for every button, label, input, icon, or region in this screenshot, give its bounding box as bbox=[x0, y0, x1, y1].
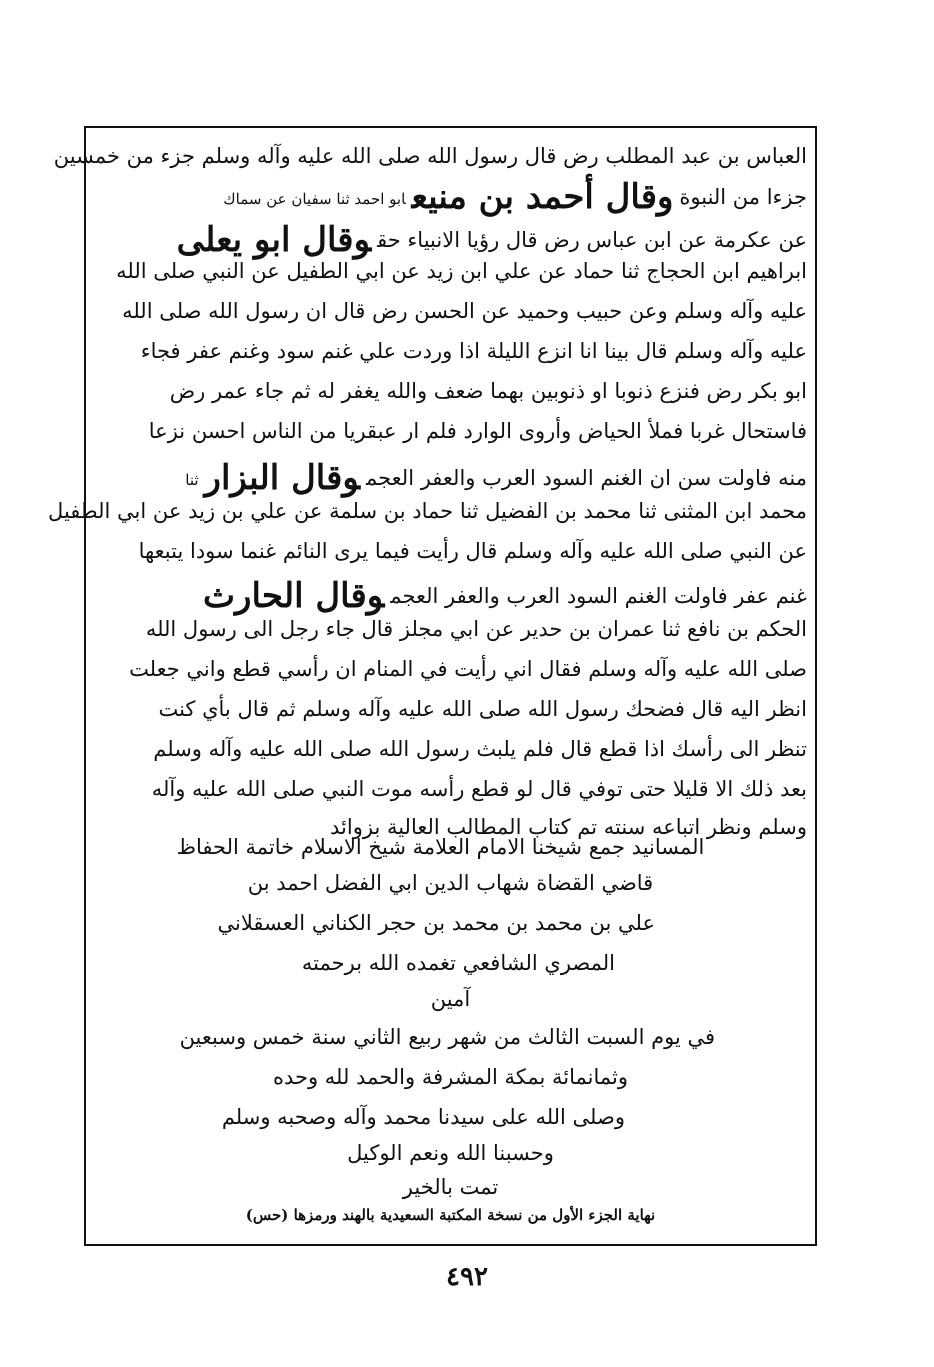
line-text: منه فاولت سن ان الغنم السود العرب والعفر العجم bbox=[365, 466, 807, 490]
text-line: العباس بن عبد المطلب رض قال رسول الله صلى الله عليه وآله وسلم جزء من خمسين bbox=[53, 144, 807, 168]
text-line bbox=[98, 177, 807, 217]
text-line: في يوم السبت الثالث من شهر ربيع الثاني سنة خمس وسبعين bbox=[179, 1025, 715, 1049]
text-line: وثمانمائة بمكة المشرفة والحمد لله وحده bbox=[272, 1065, 629, 1089]
text-line: تنظر الى رأسك اذا قطع قال فلم يلبث رسول الله صلى الله عليه وآله وسلم bbox=[153, 737, 807, 761]
text-line: المصري الشافعي تغمده الله برحمته bbox=[301, 951, 615, 975]
heading-highlight: وقال الحارث bbox=[203, 576, 385, 616]
line-text: ابو احمد ثنا سفيان عن سماك bbox=[223, 190, 406, 208]
text-line: ابو بكر رض فنزع ذنوبا او ذنوبين بهما ضعف والله يغفر له ثم جاء عمر رض bbox=[169, 379, 807, 403]
text-line: وسلم ونظر اتباعه سنته تم كتاب المطالب العالية بزوائد bbox=[330, 815, 807, 839]
text-line: فاستحال غربا فملأ الحياض وأروى الوارد فلم ار عبقريا من الناس احسن نزعا bbox=[148, 419, 807, 443]
text-line: الحكم بن نافع ثنا عمران بن حدير عن ابي مجلز قال جاء رجل الى رسول الله bbox=[145, 617, 807, 641]
text-line: المسانيد جمع شيخنا الامام العلامة شيخ الاسلام خاتمة الحفاظ bbox=[176, 835, 705, 859]
text-line: تمت بالخير bbox=[402, 1175, 499, 1199]
text-line: انظر اليه قال فضحك رسول الله صلى الله عليه وآله وسلم ثم قال بأي كنت bbox=[158, 697, 807, 721]
text-line: عليه وآله وسلم وعن حبيب وحميد عن الحسن رض قال ان رسول الله صلى الله bbox=[122, 299, 807, 323]
heading-highlight: وقال ابو يعلى bbox=[176, 220, 372, 260]
text-line: عن النبي صلى الله عليه وآله وسلم قال رأيت فيما يرى النائم غنما سودا يتبعها bbox=[138, 539, 807, 563]
text-line: محمد ابن المثنى ثنا محمد بن الفضيل ثنا حماد بن سلمة عن علي بن زيد عن ابي الطفيل bbox=[48, 499, 807, 523]
text-line: عليه وآله وسلم قال بينا انا انزع الليلة اذا وردت علي غنم سود وغنم عفر فجاء bbox=[140, 339, 807, 363]
heading-highlight: وقال البزار bbox=[204, 458, 360, 498]
text-line: آمين bbox=[430, 987, 471, 1011]
text-line: قاضي القضاة شهاب الدين ابي الفضل احمد بن bbox=[247, 871, 654, 895]
line-text: جزءا من النبوة bbox=[679, 185, 807, 209]
heading-highlight: وقال أحمد بن منيع bbox=[411, 177, 674, 217]
text-line bbox=[98, 576, 807, 616]
line-text: غنم عفر فاولت الغنم السود العرب والعفر العجم bbox=[390, 584, 807, 608]
footer-note: نهاية الجزء الأول من نسخة المكتبة السعيدية بالهند ورمزها (حس) bbox=[245, 1206, 656, 1224]
text-line: وحسبنا الله ونعم الوكيل bbox=[347, 1141, 554, 1165]
text-line bbox=[98, 220, 807, 260]
page-number: ٤٩٢ bbox=[446, 1262, 488, 1292]
text-line: صلى الله عليه وآله وسلم فقال اني رأيت في المنام ان رأسي قطع واني جعلت bbox=[129, 657, 807, 681]
text-line bbox=[98, 458, 807, 498]
line-text: عن عكرمة عن ابن عباس رض قال رؤيا الانبياء حق bbox=[377, 228, 807, 252]
text-line: بعد ذلك الا قليلا حتى توفي قال لو قطع رأسه موت النبي صلى الله عليه وآله bbox=[151, 777, 807, 801]
manuscript-text bbox=[48, 128, 815, 1244]
text-line: علي بن محمد بن محمد بن حجر الكناني العسقلاني bbox=[217, 911, 655, 935]
text-line: ابراهيم ابن الحجاج ثنا حماد عن علي ابن زيد عن ابي الطفيل عن النبي صلى الله bbox=[116, 259, 807, 283]
text-line: وصلى الله على سيدنا محمد وآله وصحبه وسلم bbox=[221, 1105, 625, 1129]
page-frame bbox=[48, 126, 817, 1246]
line-text: ثنا bbox=[185, 471, 199, 489]
